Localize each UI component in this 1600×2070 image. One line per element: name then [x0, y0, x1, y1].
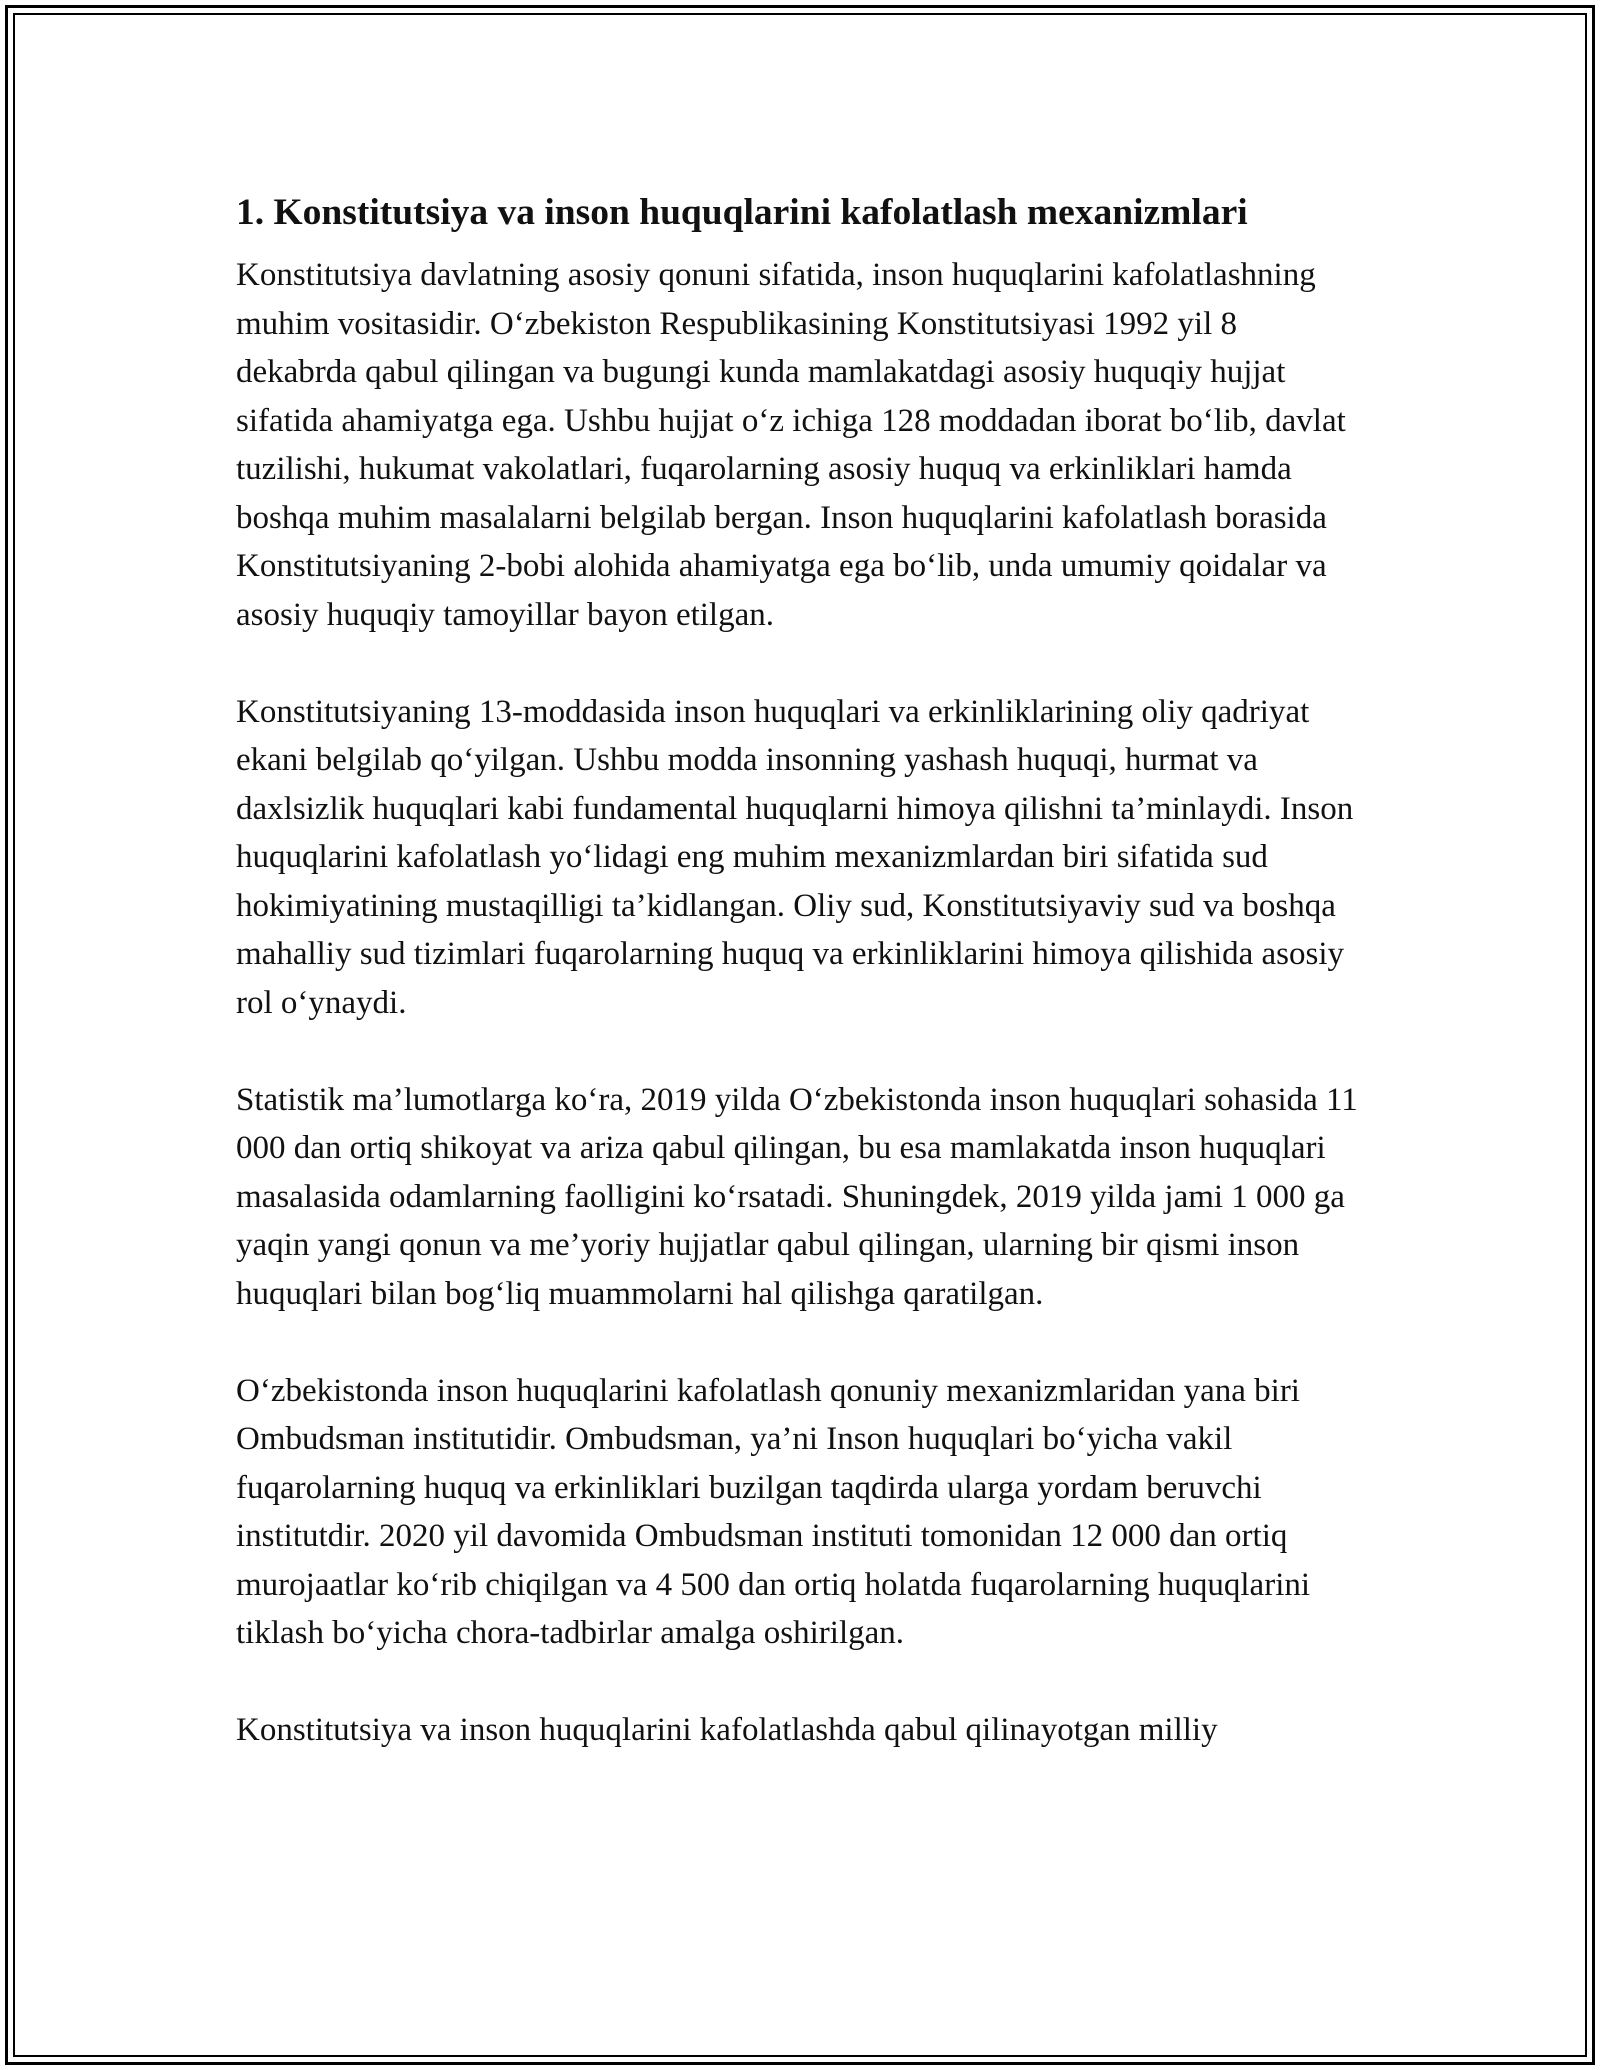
paragraph-constitution-overview: Konstitutsiya davlatning asosiy qonuni sifatida, inson huquqlarini kafolatlashning muhim vositasidir. O‘zbekiston Respublikasining Konstitutsiyasi 1992 yil 8 dekabrda qabul qilingan va bugungi kunda mamlakatdagi asosiy huquqiy hujjat sifatida ahamiyatga ega. Ushbu hujjat o‘z ichiga 128 moddadan iborat bo‘lib, davlat tuzilishi, hukumat vakolatlari, fuqarolarning asosiy huquq va erkinliklari hamda boshqa muhim masalalarni belgilab bergan. Inson huquqlarini kafolatlash borasida Konstitutsiyaning 2-bobi alohida ahamiyatga ega bo‘lib, unda umumiy qoidalar va asosiy huquqiy tamoyillar bayon etilgan. [236, 257, 1346, 633]
section-heading: 1. Konstitutsiya va inson huquqlarini kafolatlash mexanizmlari [236, 192, 1248, 233]
paragraph-ombudsman: O‘zbekistonda inson huquqlarini kafolatlash qonuniy mexanizmlaridan yana biri Ombudsman institutidir. Ombudsman, ya’ni Inson huquqlari bo‘yicha vakil fuqarolarning huquq va erkinliklari buzilgan taqdirda ularga yordam beruvchi institutdir. 2020 yil davomida Ombudsman instituti tomonidan 12 000 dan ortiq murojaatlar ko‘rib chiqilgan va 4 500 dan ortiq holatda fuqarolarning huquqlarini tiklash bo‘yicha chora-tadbirlar amalga oshirilgan. [236, 1372, 1311, 1651]
paragraph-statistics: Statistik ma’lumotlarga ko‘ra, 2019 yilda O‘zbekistonda inson huquqlari sohasida 11 000 dan ortiq shikoyat va ariza qabul qilingan, bu esa mamlakatda inson huquqlari masalasida odamlarning faolligini ko‘rsatadi. Shuningdek, 2019 yilda jami 1 000 ga yaqin yangi qonun va me’yoriy hujjatlar qabul qilingan, ularning bir qismi inson huquqlari bilan bog‘liq muammolarni hal qilishga qaratilgan. [236, 1081, 1358, 1312]
paragraph-article-13: Konstitutsiyaning 13-moddasida inson huquqlari va erkinliklarining oliy qadriyat ekani belgilab qo‘yilgan. Ushbu modda insonning yashash huquqi, hurmat va daxlsizlik huquqlari kabi fundamental huquqlarni himoya qilishni ta’minlaydi. Inson huquqlarini kafolatlash yo‘lidagi eng muhim mexanizmlardan biri sifatida sud hokimiyatining mustaqilligi ta’kidlangan. Oliy sud, Konstitutsiyaviy sud va boshqa mahalliy sud tizimlari fuqarolarning huquq va erkinliklarini himoya qilishida asosiy rol o‘ynaydi. [236, 693, 1354, 1021]
paragraph-continuation: Konstitutsiya va inson huquqlarini kafolatlashda qabul qilinayotgan milliy [236, 1712, 1218, 1748]
document-body [236, 187, 1366, 1803]
